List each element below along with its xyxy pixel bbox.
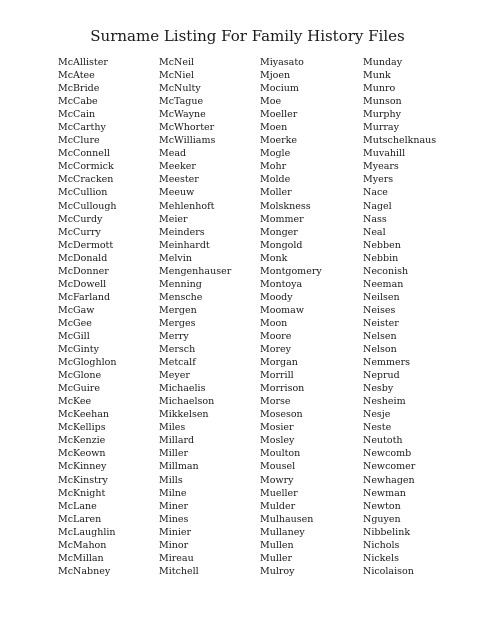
surname-entry: Molskness — [260, 200, 311, 212]
surname-entry: Newhagen — [363, 474, 415, 486]
surname-entry: McDermott — [58, 239, 114, 251]
surname-entry: Mullen — [260, 539, 294, 551]
surname-entry: McGloghlon — [58, 357, 117, 369]
surname-entry: McMahon — [58, 539, 107, 551]
surname-entry: Nagel — [363, 200, 392, 212]
surname-entry: McDonner — [58, 265, 109, 277]
surname-entry: Meinders — [159, 226, 205, 238]
surname-entry: Meester — [159, 174, 199, 186]
surname-entry: McGaw — [58, 304, 95, 316]
surname-entry: Nesheim — [363, 396, 406, 408]
surname-entry: Moseson — [260, 409, 303, 421]
surname-entry: Munk — [363, 70, 391, 82]
surname-entry: Michaelis — [159, 383, 206, 395]
surname-entry: Moore — [260, 330, 292, 342]
surname-entry: Morrill — [260, 370, 294, 382]
surname-entry: Neutoth — [363, 435, 403, 447]
surname-entry: McGee — [58, 317, 92, 329]
surname-entry: Morrison — [260, 383, 305, 395]
surname-entry: McGill — [58, 330, 90, 342]
surname-entry: Moe — [260, 96, 282, 108]
surname-entry: Mensche — [159, 291, 203, 303]
surname-entry: Nicolaison — [363, 565, 414, 577]
surname-entry: Millman — [159, 461, 199, 473]
surname-entry: Montoya — [260, 278, 303, 290]
surname-entry: McLaren — [58, 513, 102, 525]
surname-entry: McCarthy — [58, 122, 106, 134]
surname-entry: Mueller — [260, 487, 298, 499]
surname-entry: Mousel — [260, 461, 296, 473]
surname-entry: Neprud — [363, 370, 400, 382]
surname-entry: Mengenhauser — [159, 265, 232, 277]
surname-entry: Miller — [159, 448, 189, 460]
surname-entry: Mead — [159, 148, 187, 160]
surname-column-4 — [363, 56, 483, 578]
surname-entry: Miles — [159, 422, 186, 434]
surname-column-3 — [260, 56, 363, 578]
surname-entry: Moller — [260, 187, 292, 199]
surname-entry: McKeehan — [58, 409, 110, 421]
surname-entry: Nass — [363, 213, 387, 225]
surname-entry: McLaughlin — [58, 526, 116, 538]
surname-entry: McCullough — [58, 200, 117, 212]
surname-entry: Melvin — [159, 252, 192, 264]
surname-entry: Nace — [363, 187, 388, 199]
surname-entry: Mulhausen — [260, 513, 314, 525]
surname-entry: McKenzie — [58, 435, 106, 447]
surname-entry: Mireau — [159, 552, 194, 564]
surname-entry: Mitchell — [159, 565, 199, 577]
surname-entry: McCracken — [58, 174, 114, 186]
surname-entry: McKee — [58, 396, 92, 408]
surname-entry: Mosley — [260, 435, 295, 447]
surname-entry: Nichols — [363, 539, 400, 551]
surname-entry: Nelsen — [363, 330, 397, 342]
surname-entry: McLane — [58, 500, 97, 512]
surname-entry: Moulton — [260, 448, 301, 460]
surname-entry: Mosier — [260, 422, 294, 434]
surname-entry: Mills — [159, 474, 183, 486]
surname-entry: Murphy — [363, 109, 401, 121]
surname-entry: McFarland — [58, 291, 111, 303]
surname-entry: McClure — [58, 135, 100, 147]
surname-entry: Menning — [159, 278, 202, 290]
surname-entry: Mommer — [260, 213, 304, 225]
surname-entry: McKinstry — [58, 474, 108, 486]
surname-entry: McCurdy — [58, 213, 103, 225]
surname-entry: Metcalf — [159, 357, 196, 369]
surname-columns — [58, 56, 483, 578]
surname-entry: Moen — [260, 122, 288, 134]
surname-entry: Newton — [363, 500, 401, 512]
surname-entry: Neconish — [363, 265, 409, 277]
surname-entry: McWayne — [159, 109, 206, 121]
surname-entry: Merges — [159, 317, 196, 329]
surname-entry: McWhorter — [159, 122, 215, 134]
surname-entry: Nesje — [363, 409, 391, 421]
surname-entry: Mjoen — [260, 70, 291, 82]
surname-column-2 — [159, 56, 260, 578]
surname-entry: McGinty — [58, 344, 99, 356]
surname-entry: McKinney — [58, 461, 107, 473]
surname-entry: Meyer — [159, 370, 190, 382]
surname-entry: Moeller — [260, 109, 298, 121]
surname-entry: Munday — [363, 57, 403, 68]
surname-entry: McNiel — [159, 70, 195, 82]
surname-entry: Myears — [363, 161, 399, 173]
surname-entry: Nguyen — [363, 513, 401, 525]
surname-entry: McCain — [58, 109, 96, 121]
surname-entry: Mulroy — [260, 565, 295, 577]
surname-entry: McCabe — [58, 96, 98, 108]
surname-entry: Nemmers — [363, 357, 410, 369]
surname-entry: McConnell — [58, 148, 110, 160]
surname-entry: Neises — [363, 304, 396, 316]
surname-entry: Neal — [363, 226, 386, 238]
surname-entry: Moody — [260, 291, 293, 303]
surname-entry: McAtee — [58, 70, 95, 82]
surname-entry: Muvahill — [363, 148, 406, 160]
surname-entry: Moerke — [260, 135, 297, 147]
surname-entry: Nesby — [363, 383, 394, 395]
surname-entry: Neste — [363, 422, 392, 434]
surname-entry: Merry — [159, 330, 189, 342]
surname-entry: Morey — [260, 344, 291, 356]
surname-entry: Meeker — [159, 161, 196, 173]
surname-entry: Moon — [260, 317, 288, 329]
surname-entry: Munson — [363, 96, 402, 108]
surname-entry: Morse — [260, 396, 291, 408]
surname-entry: McCurry — [58, 226, 101, 238]
surname-entry: Munro — [363, 83, 396, 95]
surname-entry: Monger — [260, 226, 298, 238]
surname-column-1 — [58, 56, 159, 578]
surname-entry: Mowry — [260, 474, 294, 486]
surname-entry: Mohr — [260, 161, 287, 173]
surname-entry: Nelson — [363, 344, 397, 356]
surname-entry: McMillan — [58, 552, 104, 564]
surname-entry: McCormick — [58, 161, 114, 173]
surname-entry: Moomaw — [260, 304, 304, 316]
surname-entry: McGlone — [58, 370, 102, 382]
surname-entry: Michaelson — [159, 396, 215, 408]
page-title: Surname Listing For Family History Files — [90, 27, 405, 45]
surname-entry: Mullaney — [260, 526, 305, 538]
surname-entry: Mergen — [159, 304, 197, 316]
surname-entry: Neilsen — [363, 291, 400, 303]
surname-entry: Montgomery — [260, 265, 322, 277]
surname-entry: McNulty — [159, 83, 201, 95]
surname-entry: Newcomer — [363, 461, 416, 473]
surname-entry: Mocium — [260, 83, 299, 95]
surname-entry: Millard — [159, 435, 195, 447]
surname-entry: McKnight — [58, 487, 106, 499]
surname-entry: Molde — [260, 174, 291, 186]
surname-entry: Mongold — [260, 239, 303, 251]
surname-entry: McDowell — [58, 278, 107, 290]
surname-entry: McNabney — [58, 565, 111, 577]
surname-entry: Morgan — [260, 357, 298, 369]
surname-entry: Nibbelink — [363, 526, 411, 538]
surname-entry: Newman — [363, 487, 406, 499]
surname-entry: McKellips — [58, 422, 106, 434]
surname-entry: Newcomb — [363, 448, 412, 460]
surname-entry: Mogle — [260, 148, 291, 160]
surname-entry: Nebbin — [363, 252, 399, 264]
surname-entry: McNeil — [159, 57, 195, 68]
surname-entry: Miyasato — [260, 57, 304, 68]
surname-entry: Milne — [159, 487, 187, 499]
surname-entry: McWilliams — [159, 135, 216, 147]
surname-entry: Murray — [363, 122, 399, 134]
surname-entry: McKeown — [58, 448, 106, 460]
surname-entry: McTague — [159, 96, 204, 108]
surname-entry: Miner — [159, 500, 189, 512]
surname-entry: Mines — [159, 513, 189, 525]
surname-entry: Nickels — [363, 552, 399, 564]
surname-entry: Meier — [159, 213, 188, 225]
surname-entry: Meeuw — [159, 187, 195, 199]
surname-entry: McCullion — [58, 187, 108, 199]
surname-entry: McGuire — [58, 383, 100, 395]
surname-entry: Neister — [363, 317, 399, 329]
surname-entry: McDonald — [58, 252, 108, 264]
surname-entry: Mersch — [159, 344, 196, 356]
surname-entry: McAllister — [58, 57, 108, 68]
surname-entry: Minor — [159, 539, 189, 551]
surname-entry: Muller — [260, 552, 293, 564]
surname-entry: Nebben — [363, 239, 401, 251]
surname-entry: Meinhardt — [159, 239, 210, 251]
surname-entry: Mutschelknaus — [363, 135, 437, 147]
surname-entry: Minier — [159, 526, 192, 538]
surname-entry: Mulder — [260, 500, 296, 512]
surname-entry: Myers — [363, 174, 394, 186]
surname-entry: Monk — [260, 252, 288, 264]
surname-entry: Neeman — [363, 278, 404, 290]
surname-entry: Mikkelsen — [159, 409, 209, 421]
surname-entry: Mehlenhoft — [159, 200, 215, 212]
surname-entry: McBride — [58, 83, 100, 95]
